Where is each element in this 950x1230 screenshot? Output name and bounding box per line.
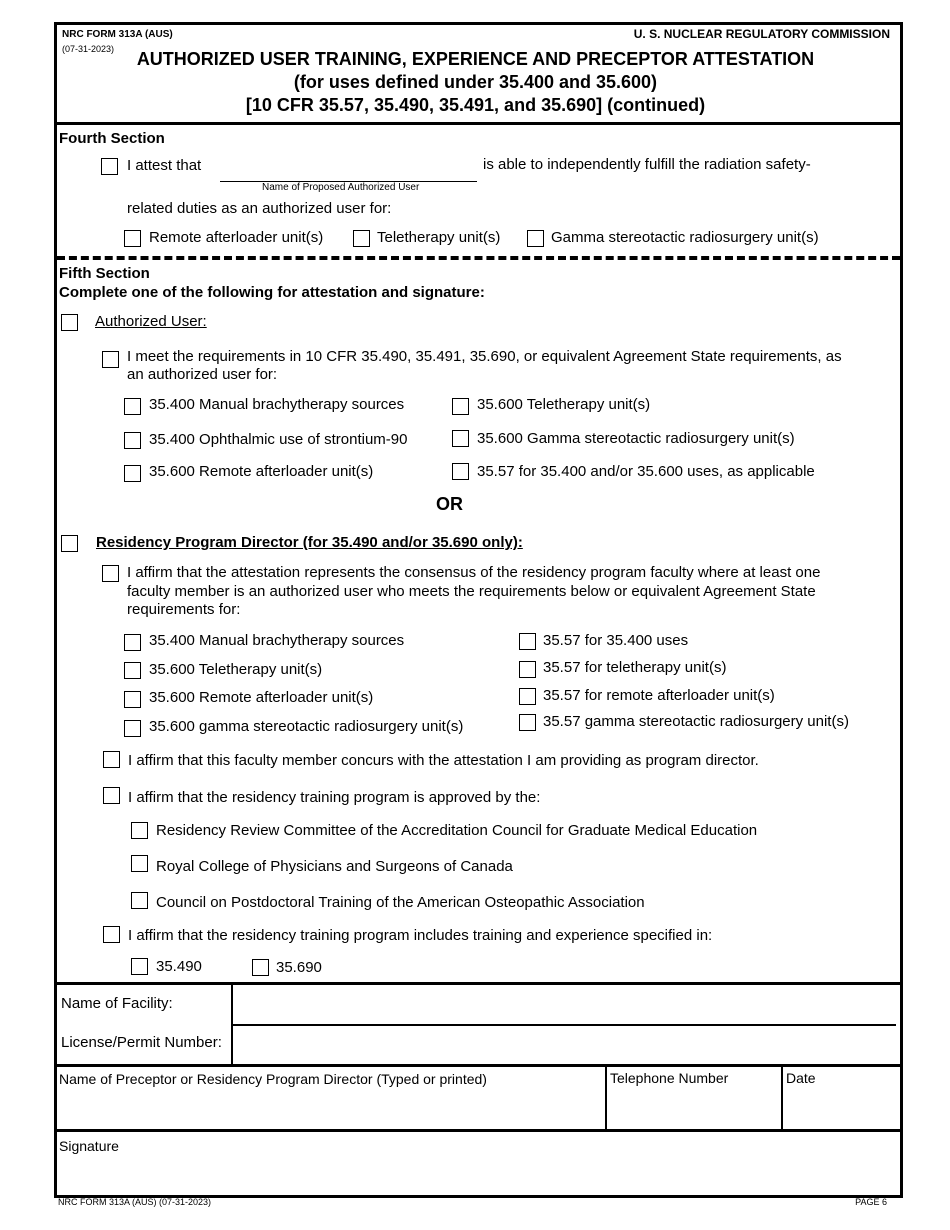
teletherapy-label: Teletherapy unit(s) [377,229,501,246]
royal-college-label: Royal College of Physicians and Surgeons of Canada [156,858,513,875]
authorized-user-label: Authorized User: [95,313,207,330]
signature-area[interactable] [62,1158,892,1188]
fifth-section-heading: Fifth Section [59,265,150,282]
meet-requirements-checkbox[interactable] [102,351,119,368]
header-divider [54,122,900,125]
rpd-consensus-checkbox[interactable] [102,565,119,582]
signature-row-divider [54,1129,900,1132]
facility-label: Name of Facility: [61,995,173,1012]
rpd-3557-400-label: 35.57 for 35.400 uses [543,632,689,649]
rpd-consensus-text-2: faculty member is an authorized user who meets the requirements below or equivalent Agreement State [127,583,816,600]
rpd-3557-afterloader-checkbox[interactable] [519,688,536,705]
rpd-manual-brachy-checkbox[interactable] [124,634,141,651]
au-gamma-checkbox[interactable] [452,430,469,447]
date-label: Date [786,1070,816,1086]
remote-afterloader-checkbox[interactable] [124,230,141,247]
facility-row-divider [232,1024,896,1026]
aoa-checkbox[interactable] [131,892,148,909]
form-title: AUTHORIZED USER TRAINING, EXPERIENCE AND PRECEPTOR ATTESTATION [136,49,815,69]
authorized-user-checkbox[interactable] [61,314,78,331]
rpd-3557-teletherapy-label: 35.57 for teletherapy unit(s) [543,659,727,676]
au-teletherapy-checkbox[interactable] [452,398,469,415]
au-remote-afterloader-label: 35.600 Remote afterloader unit(s) [149,463,374,480]
rpd-teletherapy-checkbox[interactable] [124,662,141,679]
rpd-training-text: I affirm that the residency training program includes training and experience specified in: [128,927,713,944]
au-manual-brachy-label: 35.400 Manual brachytherapy sources [149,396,405,413]
rpd-label: Residency Program Director (for 35.490 and/or 35.690 only): [96,534,523,551]
signature-block-divider [54,982,900,985]
preceptor-label: Name of Preceptor or Residency Program Director (Typed or printed) [59,1071,487,1087]
agency-name: U. S. NUCLEAR REGULATORY COMMISSION [633,27,890,41]
preceptor-name-input[interactable] [62,1095,602,1125]
rpd-3557-gamma-label: 35.57 gamma stereotactic radiosurgery unit(s) [543,713,849,730]
au-3557-label: 35.57 for 35.400 and/or 35.600 uses, as applicable [477,463,815,480]
rpd-training-checkbox[interactable] [103,926,120,943]
form-subtitle: (for uses defined under 35.400 and 35.600) [293,72,658,92]
rpd-3557-400-checkbox[interactable] [519,633,536,650]
page-number: PAGE 6 [855,1197,887,1207]
rpd-3557-teletherapy-checkbox[interactable] [519,661,536,678]
rpd-checkbox[interactable] [61,535,78,552]
meet-requirements-text: I meet the requirements in 10 CFR 35.490, 35.491, 35.690, or equivalent Agreement State requirements, as [127,348,842,365]
rpd-approved-checkbox[interactable] [103,787,120,804]
name-caption: Name of Proposed Authorized User [262,182,420,193]
license-row-divider [54,1064,900,1067]
or-separator: OR [436,494,463,514]
au-ophthalmic-checkbox[interactable] [124,432,141,449]
attest-checkbox[interactable] [101,158,118,175]
date-input[interactable] [788,1095,896,1125]
section-35490-checkbox[interactable] [131,958,148,975]
attest-prefix: I attest that [127,157,202,174]
signature-label: Signature [59,1138,119,1154]
rpd-remote-afterloader-checkbox[interactable] [124,691,141,708]
phone-label: Telephone Number [610,1070,729,1086]
au-gamma-label: 35.600 Gamma stereotactic radiosurgery unit(s) [477,430,795,447]
fourth-section-heading: Fourth Section [59,130,165,147]
license-number-input[interactable] [238,1032,892,1058]
gamma-stereotactic-label: Gamma stereotactic radiosurgery unit(s) [551,229,819,246]
phone-input[interactable] [612,1095,776,1125]
facility-name-input[interactable] [238,993,892,1019]
rpd-concur-checkbox[interactable] [103,751,120,768]
au-3557-checkbox[interactable] [452,463,469,480]
rpd-3557-afterloader-label: 35.57 for remote afterloader unit(s) [543,687,775,704]
gamma-stereotactic-checkbox[interactable] [527,230,544,247]
footer-form-ref: NRC FORM 313A (AUS) (07-31-2023) [58,1197,212,1207]
aoa-label: Council on Postdoctoral Training of the American Osteopathic Association [156,894,645,911]
royal-college-checkbox[interactable] [131,855,148,872]
date-column-divider [781,1066,783,1130]
rpd-gamma-checkbox[interactable] [124,720,141,737]
rpd-3557-gamma-checkbox[interactable] [519,714,536,731]
license-label: License/Permit Number: [61,1034,222,1051]
rpd-consensus-text-1: I affirm that the attestation represents the consensus of the residency program faculty where at least one [127,564,821,581]
phone-column-divider [605,1066,607,1130]
section-35490-label: 35.490 [156,958,202,975]
acgme-label: Residency Review Committee of the Accreditation Council for Graduate Medical Education [156,822,758,839]
rpd-approved-text: I affirm that the residency training program is approved by the: [128,789,541,806]
attest-suffix: is able to independently fulfill the radiation safety- [483,156,811,173]
au-remote-afterloader-checkbox[interactable] [124,465,141,482]
au-teletherapy-label: 35.600 Teletherapy unit(s) [477,396,651,413]
rpd-manual-brachy-label: 35.400 Manual brachytherapy sources [149,632,405,649]
fifth-section-instruction: Complete one of the following for attestation and signature: [59,284,485,301]
attest-line2: related duties as an authorized user for: [127,200,392,217]
rpd-consensus-text-3: requirements for: [127,601,241,618]
form-cfr-reference: [10 CFR 35.57, 35.490, 35.491, and 35.690] (continued) [245,95,706,115]
au-manual-brachy-checkbox[interactable] [124,398,141,415]
section-divider [57,256,900,260]
form-date: (07-31-2023) [62,44,115,54]
remote-afterloader-label: Remote afterloader unit(s) [149,229,324,246]
acgme-checkbox[interactable] [131,822,148,839]
au-ophthalmic-label: 35.400 Ophthalmic use of strontium-90 [149,431,408,448]
form-id: NRC FORM 313A (AUS) [62,29,173,40]
rpd-remote-afterloader-label: 35.600 Remote afterloader unit(s) [149,689,374,706]
meet-requirements-text-2: an authorized user for: [127,366,278,383]
section-35690-label: 35.690 [276,959,322,976]
section-35690-checkbox[interactable] [252,959,269,976]
rpd-teletherapy-label: 35.600 Teletherapy unit(s) [149,661,323,678]
rpd-gamma-label: 35.600 gamma stereotactic radiosurgery unit(s) [149,718,464,735]
proposed-user-name-input[interactable] [222,157,478,179]
teletherapy-checkbox[interactable] [353,230,370,247]
rpd-concur-text: I affirm that this faculty member concurs with the attestation I am providing as program director. [128,752,759,769]
